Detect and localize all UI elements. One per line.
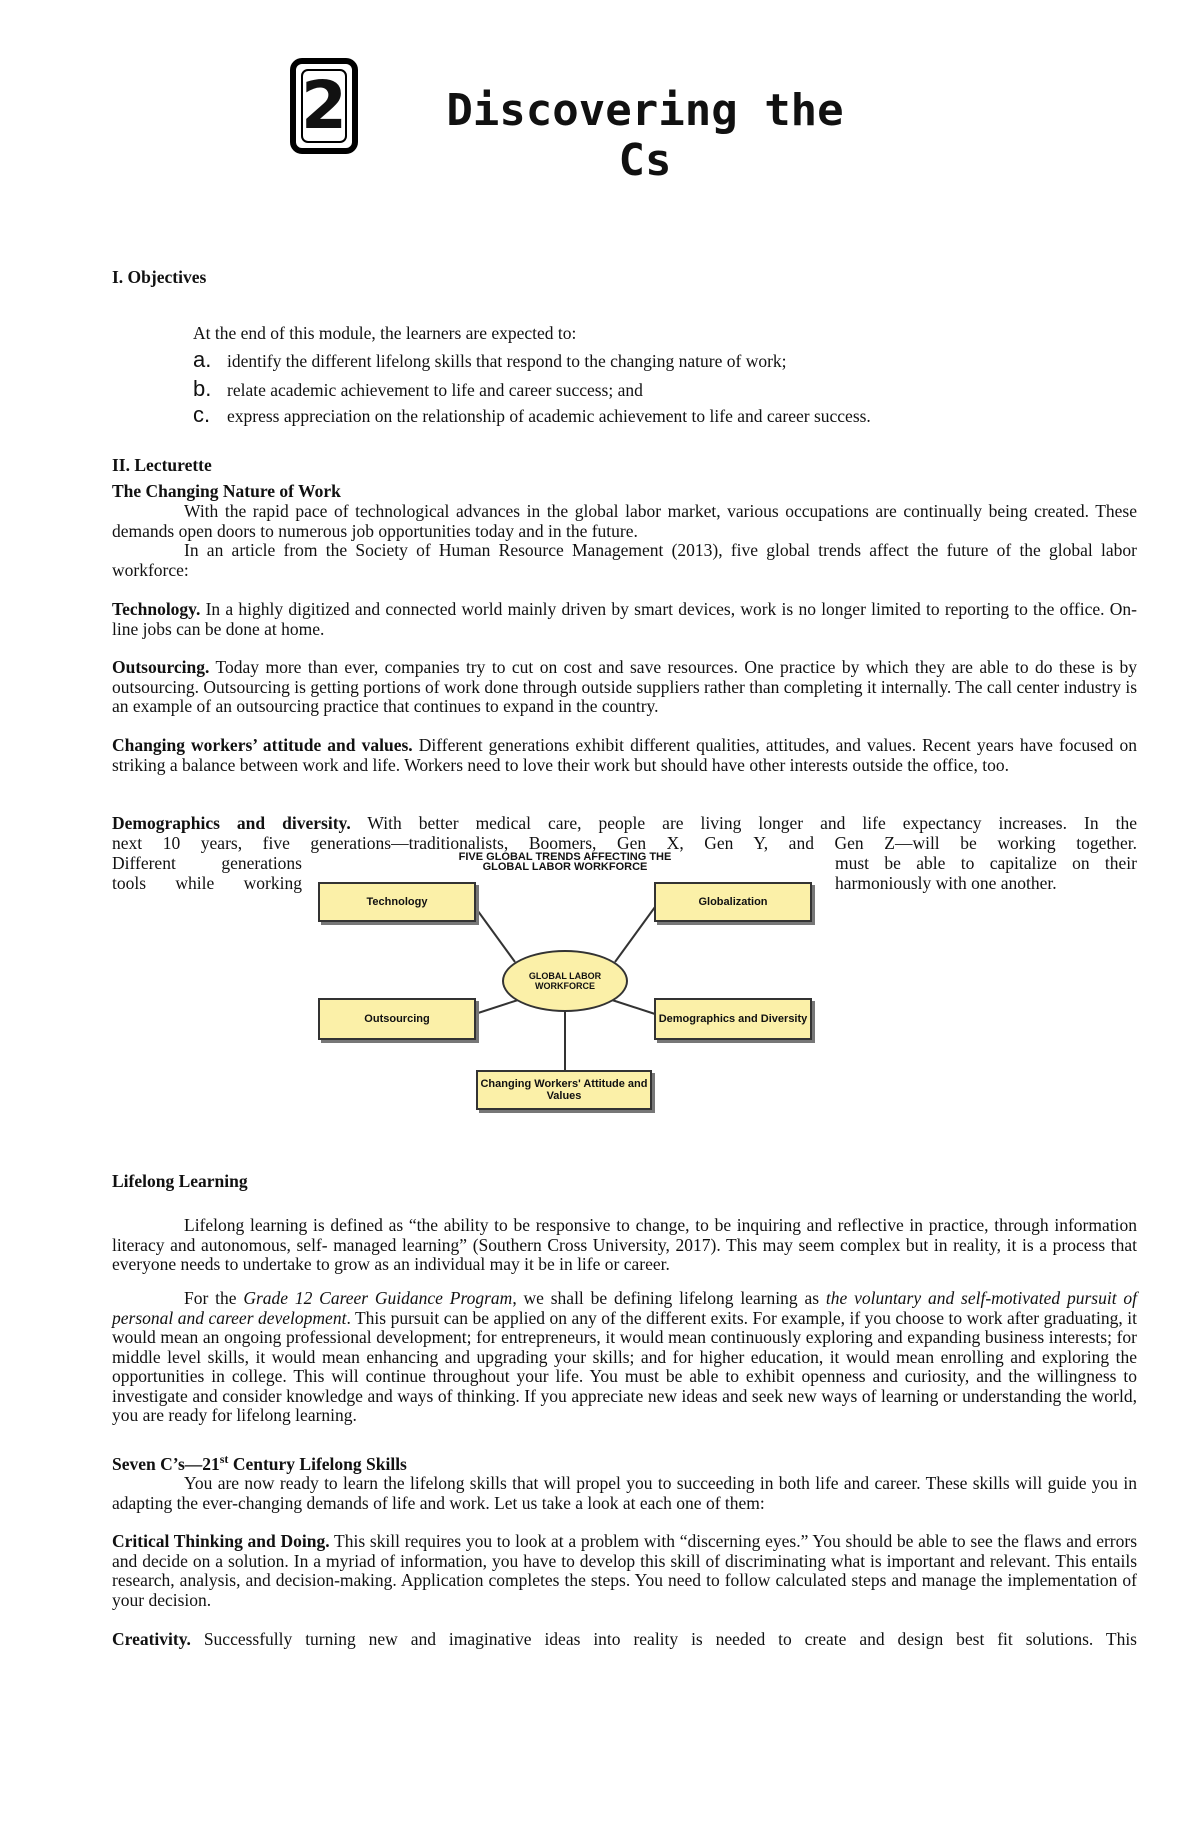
- connector-technology: [475, 907, 515, 962]
- objectives-heading: I. Objectives: [112, 267, 207, 287]
- trend-demographics-line4-right: harmoniously with one another.: [835, 873, 1057, 893]
- lifelong-paragraph-1: Lifelong learning is defined as “the ability to be responsive to change, to be inquiring and reflective in practice, through information literacy and autonomous, self- managed learning” (Southern Cross University, 2017). This may seem complex but in reality, it is a process that everyone needs to undertake to grow as an individual may it be in life or career.: [112, 1215, 1137, 1274]
- module-number-box: [290, 58, 358, 154]
- objective-letter: c.: [193, 402, 211, 427]
- node-attitude: Changing Workers' Attitude and Values: [476, 1070, 652, 1110]
- lifelong-p2-part: . This pursuit can be applied on any of the different exits. For example, if you choose to work after graduating, it would mean an ongoing professional development; for entrepreneurs, it would mean continuously exploring and expanding business interests; for middle level skills, it would mean enhancing and upgrading your skills; and for higher education, it would mean enrolling and exploring the opportunities in college. This will continue throughout your life. You must be able to exhibit openness and curiosity, and the willingness to investigate and consider knowledge and ways of thinking. If you appreciate new ideas and seek new ways of learning or understanding the world, you are ready for lifelong learning.: [112, 1307, 1137, 1425]
- seven-cs-heading-a: Seven C’s—21: [112, 1454, 220, 1474]
- lifelong-definition: the voluntary and self-motivated pursuit of personal and career development: [112, 1288, 1137, 1328]
- trend-term: Technology.: [112, 599, 201, 619]
- objective-item-c: [193, 402, 1053, 427]
- objective-letter: a.: [193, 347, 212, 372]
- lecturette-paragraph-2: In an article from the Society of Human Resource Management (2013), five global trends affect the future of the global labor workforce:: [112, 540, 1137, 580]
- trend-technology: [112, 600, 1137, 639]
- node-center: GLOBAL LABOR WORKFORCE: [502, 950, 628, 1012]
- skill-term: Creativity.: [112, 1629, 191, 1649]
- trend-term: Changing workers’ attitude and values.: [112, 735, 413, 755]
- trend-text: With better medical care, people are living longer and life expectancy increases. In the: [350, 813, 1137, 833]
- objective-text: relate academic achievement to life and career success; and: [227, 380, 643, 400]
- trend-term: Outsourcing.: [112, 657, 210, 677]
- trend-demographics-line3-left: Different generations: [112, 853, 302, 873]
- trend-attitude: [112, 736, 1137, 775]
- trend-outsourcing: [112, 658, 1137, 717]
- lifelong-paragraph-2: [112, 1289, 1137, 1426]
- trend-term: Demographics and diversity.: [112, 813, 351, 833]
- objectives-intro: At the end of this module, the learners are expected to:: [193, 323, 577, 343]
- node-demographics: Demographics and Diversity: [654, 998, 812, 1040]
- node-outsourcing: Outsourcing: [318, 998, 476, 1040]
- trend-demographics-line1: [112, 814, 1137, 834]
- changing-nature-heading: The Changing Nature of Work: [112, 481, 341, 501]
- connector-demographics: [612, 1000, 655, 1014]
- skill-critical-thinking: [112, 1532, 1137, 1610]
- skill-creativity: [112, 1630, 1137, 1650]
- skill-text: This skill requires you to look at a problem with “discerning eyes.” You should be able to see the flaws and errors and decide on a solution. In a myriad of information, you have to develop this skill of discriminating what is important and relevant. This entails research, analysis, and decision-making. Application completes the steps. You need to follow calculated steps and manage the implementation of your decision.: [112, 1531, 1138, 1610]
- skill-text: Successfully turning new and imaginative ideas into reality is needed to create and design best fit solutions. This: [190, 1629, 1137, 1649]
- trend-demographics-line2: next 10 years, five generations—traditionalists, Boomers, Gen X, Gen Y, and Gen Z—will be working together.: [112, 833, 1137, 853]
- objective-text: identify the different lifelong skills that respond to the changing nature of work;: [227, 351, 787, 371]
- seven-cs-heading-b: Century Lifelong Skills: [228, 1454, 407, 1474]
- objective-letter: b.: [193, 376, 212, 401]
- node-globalization: Globalization: [654, 882, 812, 922]
- diagram-title: FIVE GLOBAL TRENDS AFFECTING THE GLOBAL LABOR WORKFORCE: [458, 851, 672, 873]
- module-number: 2: [301, 67, 347, 144]
- trend-text: Different generations exhibit different qualities, attitudes, and values. Recent years have focused on striking a balance between work and life. Workers need to love their work but should have other interests outside the office, too.: [112, 735, 1137, 775]
- global-trends-diagram: [310, 852, 820, 1112]
- trend-text: Today more than ever, companies try to cut on cost and save resources. One practice by which they are able to do these is by outsourcing. Outsourcing is getting portions of work done through outside suppliers rather than completing it internally. The call center industry is an example of an outsourcing practice that continues to expand in the country.: [112, 657, 1138, 716]
- node-technology: Technology: [318, 882, 476, 922]
- program-name: Grade 12 Career Guidance Program: [243, 1288, 513, 1308]
- lecturette-paragraph-1: With the rapid pace of technological advances in the global labor market, various occupations are continually being created. These demands open doors to numerous job opportunities today and in the future.: [112, 501, 1137, 541]
- objective-text: express appreciation on the relationship of academic achievement to life and career success.: [227, 406, 871, 426]
- page-title: Discovering the Cs: [446, 85, 844, 186]
- seven-cs-intro: You are now ready to learn the lifelong skills that will propel you to succeeding in both life and career. These skills will guide you in adapting the ever-changing demands of life and work. Let us take a look at each one of them:: [112, 1473, 1137, 1513]
- skill-term: Critical Thinking and Doing.: [112, 1531, 330, 1551]
- connector-globalization: [615, 907, 655, 962]
- trend-demographics-line3-right: must be able to capitalize on their: [835, 853, 1137, 873]
- lifelong-p2-part: For the: [184, 1288, 244, 1308]
- lifelong-heading: Lifelong Learning: [112, 1171, 248, 1191]
- lifelong-p2-part: , we shall be defining lifelong learning as: [512, 1288, 826, 1308]
- seven-cs-heading-sup: st: [219, 1452, 229, 1467]
- trend-demographics-line4-left: tools while working: [112, 873, 302, 893]
- connector-outsourcing: [475, 1000, 518, 1014]
- lecturette-heading: II. Lecturette: [112, 455, 212, 475]
- objective-item-a: [193, 347, 1053, 372]
- objective-item-b: [193, 376, 1053, 401]
- seven-cs-heading: [112, 1452, 407, 1475]
- trend-text: In a highly digitized and connected world mainly driven by smart devices, work is no longer limited to reporting to the office. On-line jobs can be done at home.: [112, 599, 1137, 639]
